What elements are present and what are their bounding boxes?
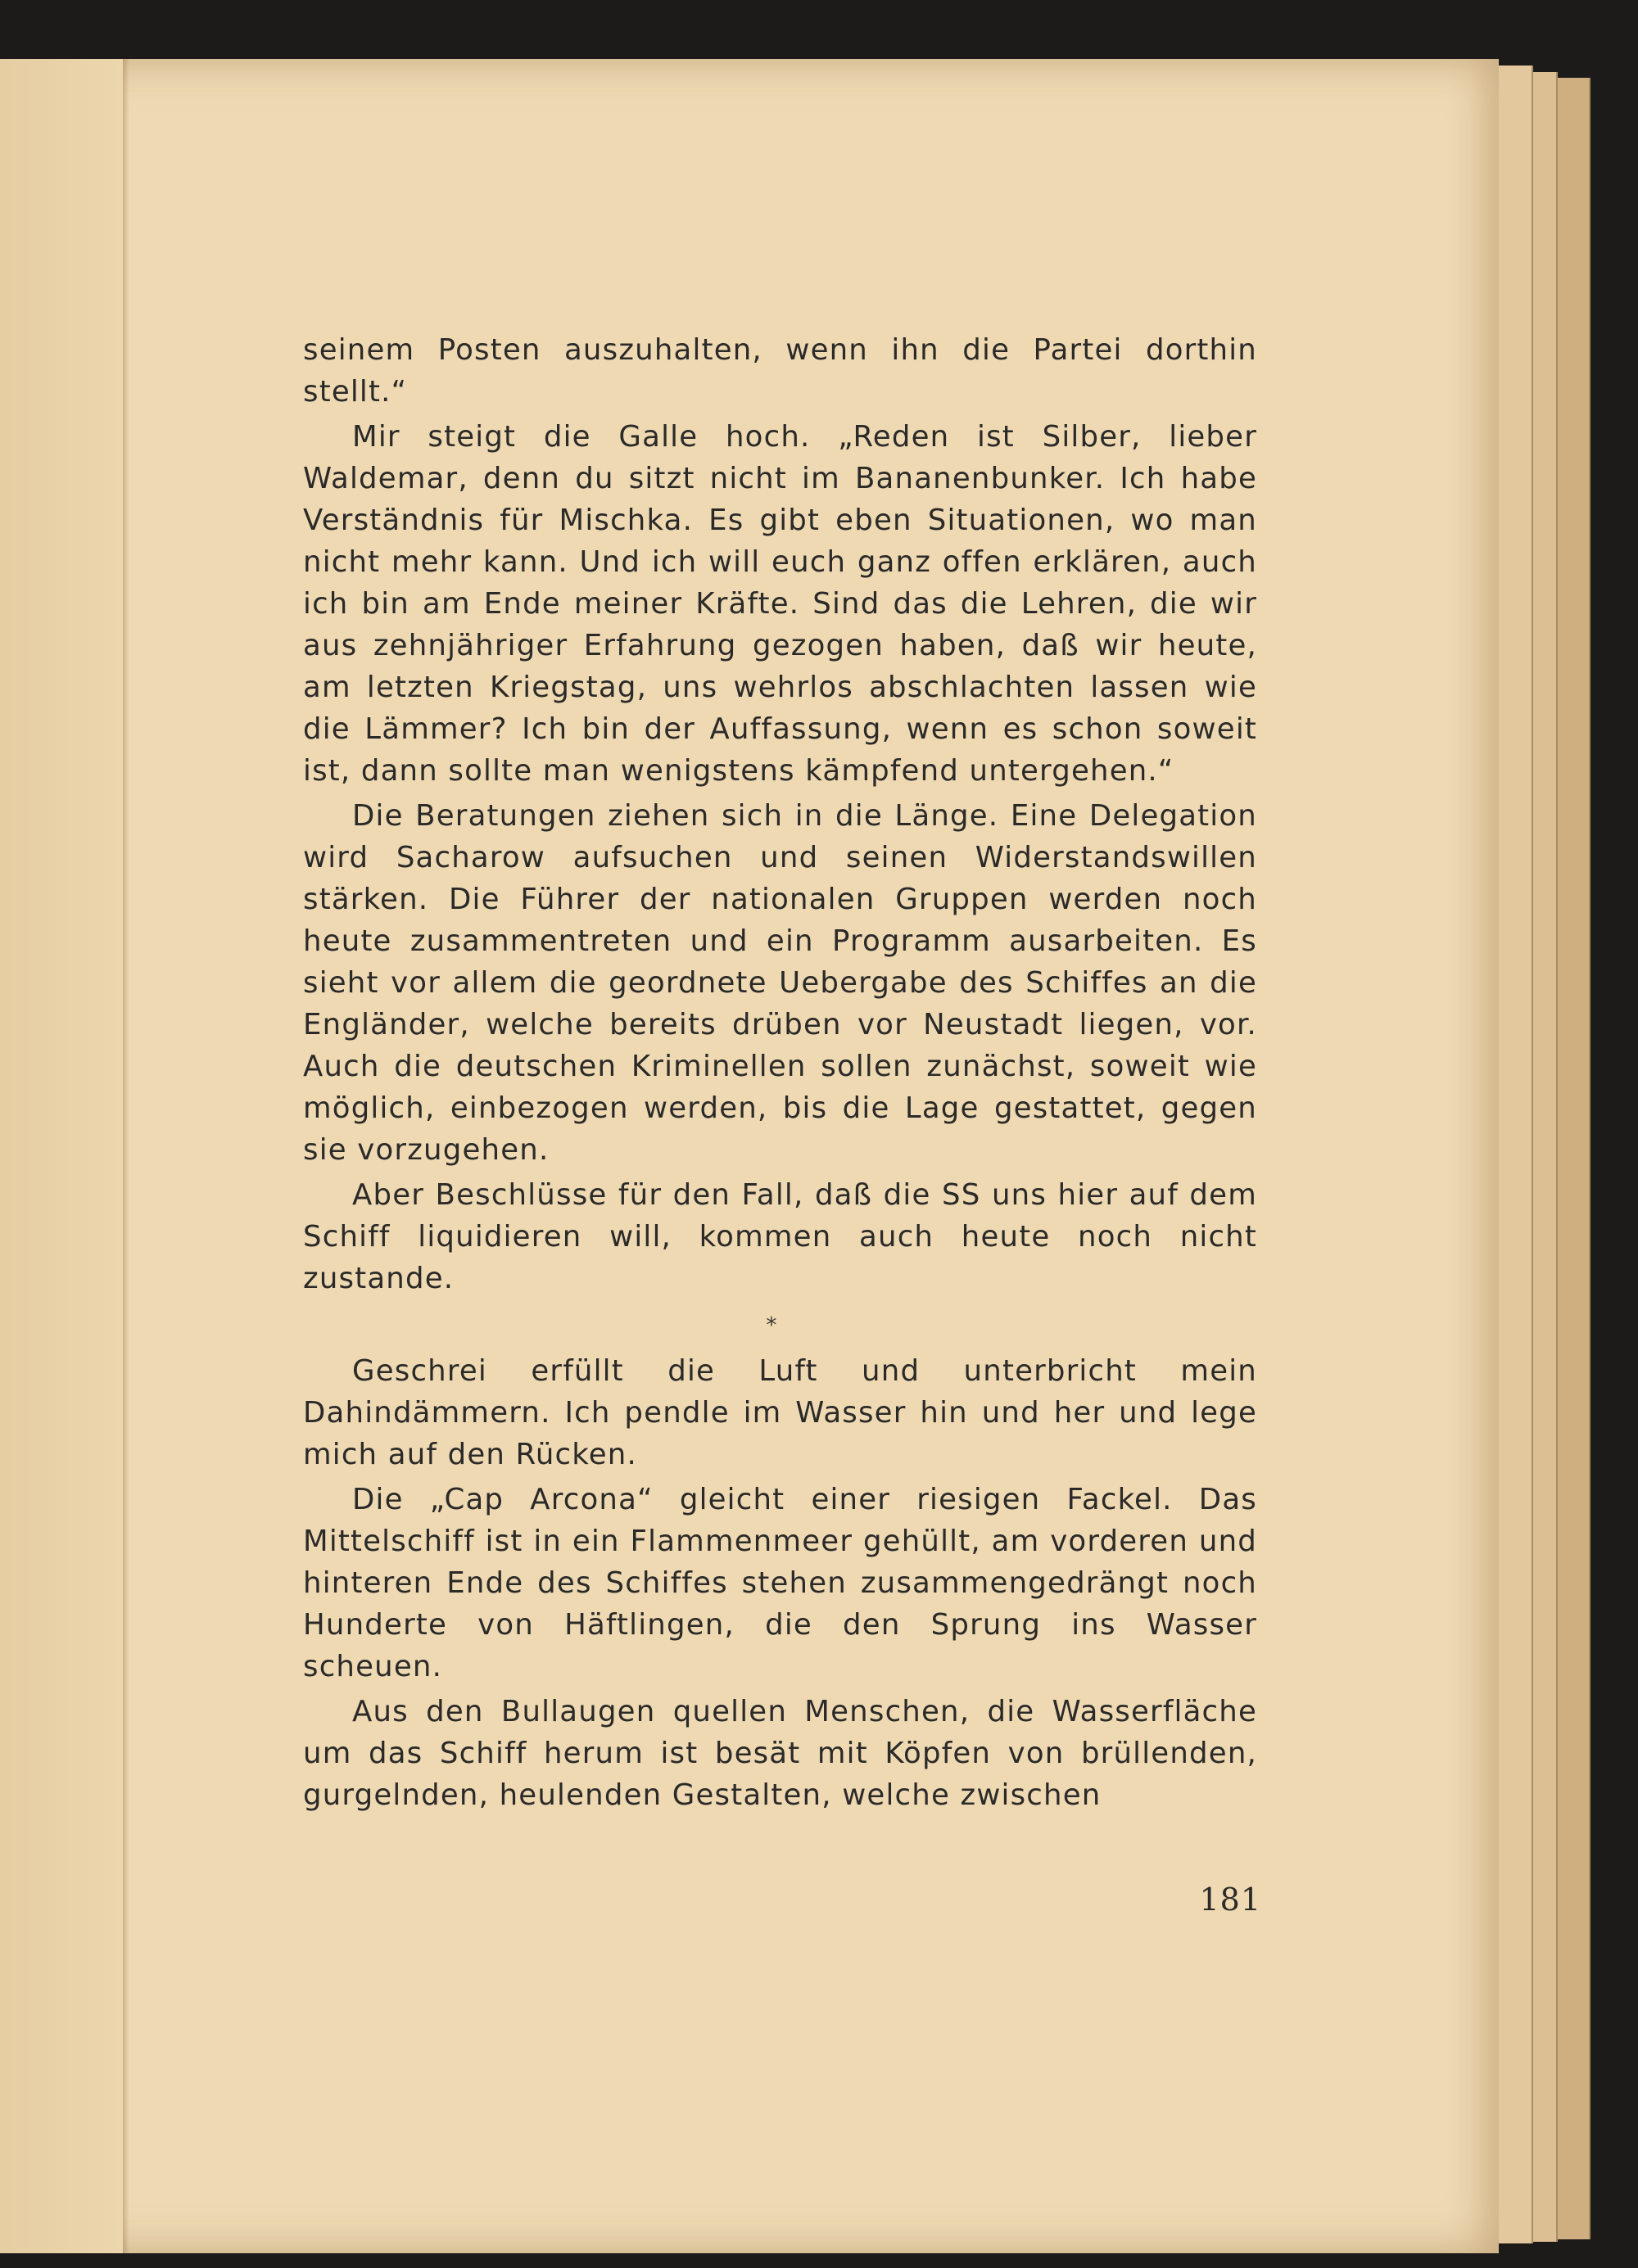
paragraph-cap-arcona: Die „Cap Arcona“ gleicht einer riesigen Fackel. Das Mittelschiff ist in ein Flammenmeer gehüllt, am vorderen und hinteren Ende des Schiffes stehen zusammengedrängt noch Hunderte von Häftlingen, die den Sprung ins Wasser scheuen. bbox=[303, 1483, 1257, 1683]
paragraph-beschluesse: Aber Beschlüsse für den Fall, daß die SS uns hier auf dem Schiff liquidieren will, kommen auch heute noch nicht zustande. bbox=[303, 1178, 1257, 1295]
paragraph-bullaugen: Aus den Bullaugen quellen Menschen, die Wasserfläche um das Schiff herum ist besät mit Köpfen von brüllenden, gurgelnden, heulenden Gestalten, welche zwischen bbox=[303, 1695, 1257, 1812]
page-number: 181 bbox=[1199, 1882, 1261, 1918]
page-gutter bbox=[123, 59, 129, 2253]
facing-page-sliver bbox=[0, 59, 123, 2253]
section-separator-asterisk: * bbox=[766, 1313, 778, 1338]
paragraph-galle: Mir steigt die Galle hoch. „Reden ist Silber, lieber Waldemar, denn du sitzt nicht im Bananenbunker. Ich habe Verständnis für Mischka. Es gibt eben Situationen, wo man nicht mehr kann. Und ich will euch ganz offen erklären, auch ich bin am Ende meiner Kräfte. Sind das die Lehren, die wir aus zehnjähriger Erfahrung gezogen haben, daß wir heute, am letzten Kriegstag, uns wehrlos abschlachten lassen wie die Lämmer? Ich bin der Auffassung, wenn es schon soweit ist, dann sollte man wenigstens kämpfend untergehen.“ bbox=[303, 420, 1257, 788]
body-text bbox=[303, 329, 1257, 1816]
paragraph-geschrei: Geschrei erfüllt die Luft und unterbricht mein Dahindämmern. Ich pendle im Wasser hin und her und lege mich auf den Rücken. bbox=[303, 1354, 1257, 1471]
paragraph-beratungen: Die Beratungen ziehen sich in die Länge. Eine Delegation wird Sacharow aufsuchen und seinen Widerstandswillen stärken. Die Führer der nationalen Gruppen werden noch heute zusammentreten und ein Programm ausarbeiten. Es sieht vor allem die geordnete Uebergabe des Schiffes an die Engländer, welche bereits drüben vor Neustadt liegen, vor. Auch die deutschen Kriminellen sollen zunächst, soweit wie möglich, einbezogen werden, bis die Lage gestattet, gegen sie vorzugehen. bbox=[303, 799, 1257, 1167]
paragraph-continuation: seinem Posten auszuhalten, wenn ihn die Partei dorthin stellt.“ bbox=[303, 333, 1257, 409]
